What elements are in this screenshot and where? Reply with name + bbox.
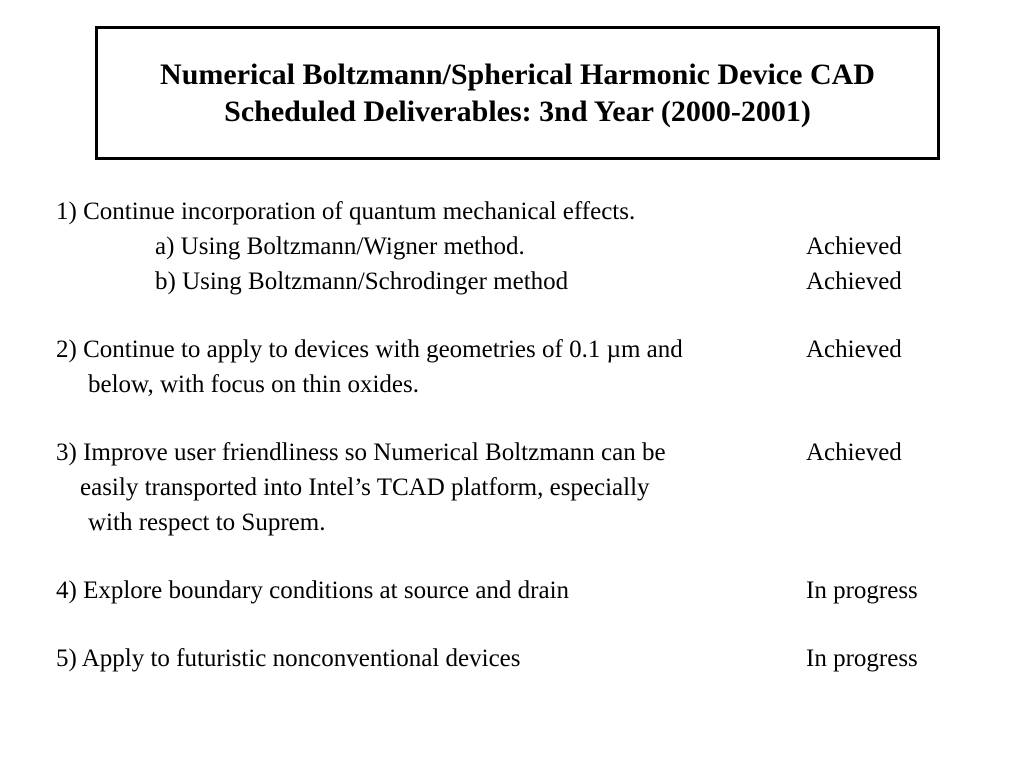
title-box [95,26,940,160]
deliverable-3-continuation-2-text: with respect to Suprem. [88,509,326,536]
deliverable-5 [0,641,1024,676]
deliverable-4-text: 4) Explore boundary conditions at source and drain [56,577,570,604]
deliverable-2-text: 2) Continue to apply to devices with geometries of 0.1 µm and [56,336,683,363]
deliverable-3 [0,435,1024,470]
deliverable-5-text: 5) Apply to futuristic nonconventional devices [56,645,521,672]
spacer [0,608,1024,641]
deliverable-2-continuation [0,367,1024,402]
deliverable-3-continuation-1 [0,470,1024,505]
deliverable-3-text: 3) Improve user friendliness so Numerical Boltzmann can be [56,439,666,466]
spacer [0,540,1024,573]
deliverable-1 [0,194,1024,229]
deliverable-1b-text: b) Using Boltzmann/Schrodinger method [155,268,569,295]
deliverables-list [0,194,1024,676]
deliverable-4-status: In progress [806,577,918,604]
spacer [0,402,1024,435]
deliverable-5-status: In progress [806,645,918,672]
deliverable-1a-status: Achieved [806,233,902,260]
deliverable-2-continuation-text: below, with focus on thin oxides. [88,371,419,398]
deliverable-3-continuation-1-text: easily transported into Intel’s TCAD platform, especially [80,474,650,501]
deliverable-2 [0,332,1024,367]
spacer [0,299,1024,332]
deliverable-1-text: 1) Continue incorporation of quantum mechanical effects. [56,198,636,225]
deliverable-1a [0,229,1024,264]
slide-title-line-1: Numerical Boltzmann/Spherical Harmonic Device CAD [160,58,875,91]
deliverable-2-status: Achieved [806,336,902,363]
deliverable-1a-text: a) Using Boltzmann/Wigner method. [155,233,525,260]
deliverable-3-status: Achieved [806,439,902,466]
deliverable-1b [0,264,1024,299]
deliverable-1b-status: Achieved [806,268,902,295]
slide-title-line-2: Scheduled Deliverables: 3nd Year (2000-2001) [224,95,811,128]
deliverable-3-continuation-2 [0,505,1024,540]
deliverable-4 [0,573,1024,608]
